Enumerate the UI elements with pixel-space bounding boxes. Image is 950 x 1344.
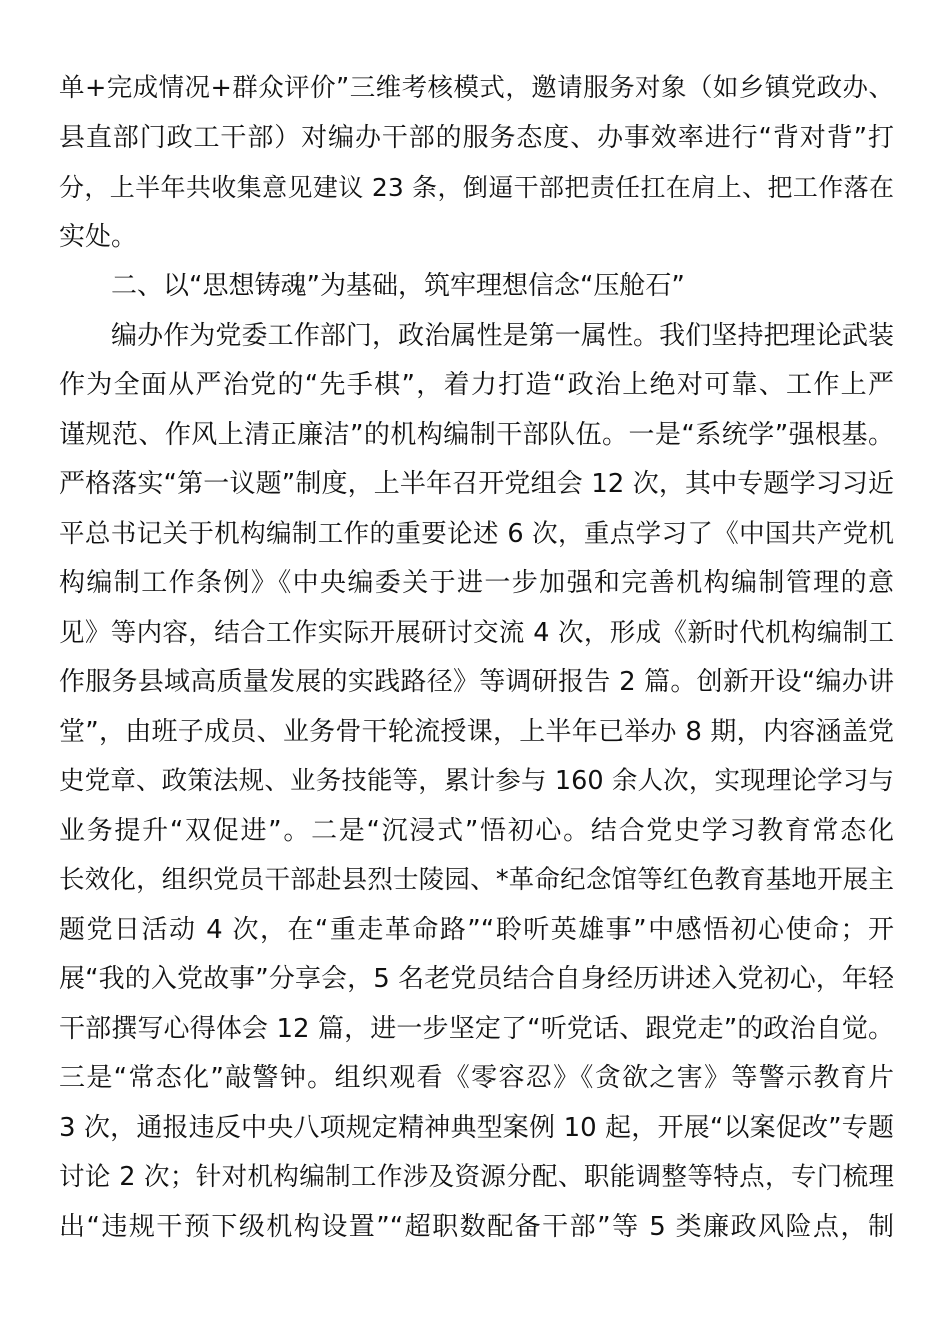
text-line: 平总书记关于机构编制工作的重要论述 6 次，重点学习了《中国共产党机: [59, 518, 894, 549]
text-line: 单+完成情况+群众评价”三维考核模式，邀请服务对象（如乡镇党政办、: [59, 73, 894, 103]
text-line: 构编制工作条例》《中央编委关于进一步加强和完善机构编制管理的意: [59, 568, 894, 598]
text-line: 分，上半年共收集意见建议 23 条，倒逼干部把责任扛在肩上、把工作落在: [59, 173, 894, 202]
text-line: 作服务县域高质量发展的实践路径》等调研报告 2 篇。创新开设“编办讲: [59, 667, 894, 697]
text-line: 业务提升“双促进”。二是“沉浸式”悟初心。结合党史学习教育常态化: [59, 815, 894, 846]
text-line: 严格落实“第一议题”制度，上半年召开党组会 12 次，其中专题学习习近: [59, 469, 894, 499]
text-line: 出“违规干预下级机构设置”“超职数配备干部”等 5 类廉政风险点，制: [59, 1211, 894, 1242]
text-line: 史党章、政策法规、业务技能等，累计参与 160 余人次，实现理论学习与: [59, 766, 894, 796]
text-line: 讨论 2 次；针对机构编制工作涉及资源分配、职能调整等特点，专门梳理: [59, 1162, 894, 1192]
text-line: 编办作为党委工作部门，政治属性是第一属性。我们坚持把理论武装: [111, 320, 894, 351]
text-line: 作为全面从严治党的“先手棋”，着力打造“政治上绝对可靠、工作上严: [59, 370, 894, 400]
text-line: 堂”，由班子成员、业务骨干轮流授课，上半年已举办 8 期，内容涵盖党: [59, 716, 894, 747]
text-line: 干部撰写心得体会 12 篇，进一步坚定了“听党话、跟党走”的政治自觉。: [59, 1013, 894, 1044]
text-line: 题党日活动 4 次，在“重走革命路”“聆听英雄事”中感悟初心使命；开: [59, 914, 894, 945]
text-line: 县直部门政工干部）对编办干部的服务态度、办事效率进行“背对背”打: [59, 122, 894, 153]
text-line: 长效化，组织党员干部赴县烈士陵园、*革命纪念馆等红色教育基地开展主: [59, 865, 894, 895]
document-body: [59, 64, 894, 1252]
text-line: 三是“常态化”敲警钟。组织观看《零容忍》《贪欲之害》等警示教育片: [59, 1063, 894, 1093]
text-line: 实处。: [59, 221, 138, 252]
text-line: 见》等内容，结合工作实际开展研讨交流 4 次，形成《新时代机构编制工: [59, 617, 894, 648]
text-line: 谨规范、作风上清正廉洁”的机构编制干部队伍。一是“系统学”强根基。: [59, 419, 894, 450]
section-heading: 二、以“思想铸魂”为基础，筑牢理想信念“压舱石”: [111, 271, 685, 301]
text-line: 展“我的入党故事”分享会，5 名老党员结合自身经历讲述入党初心，年轻: [59, 964, 894, 994]
text-line: 3 次，通报违反中央八项规定精神典型案例 10 起，开展“以案促改”专题: [59, 1112, 894, 1143]
